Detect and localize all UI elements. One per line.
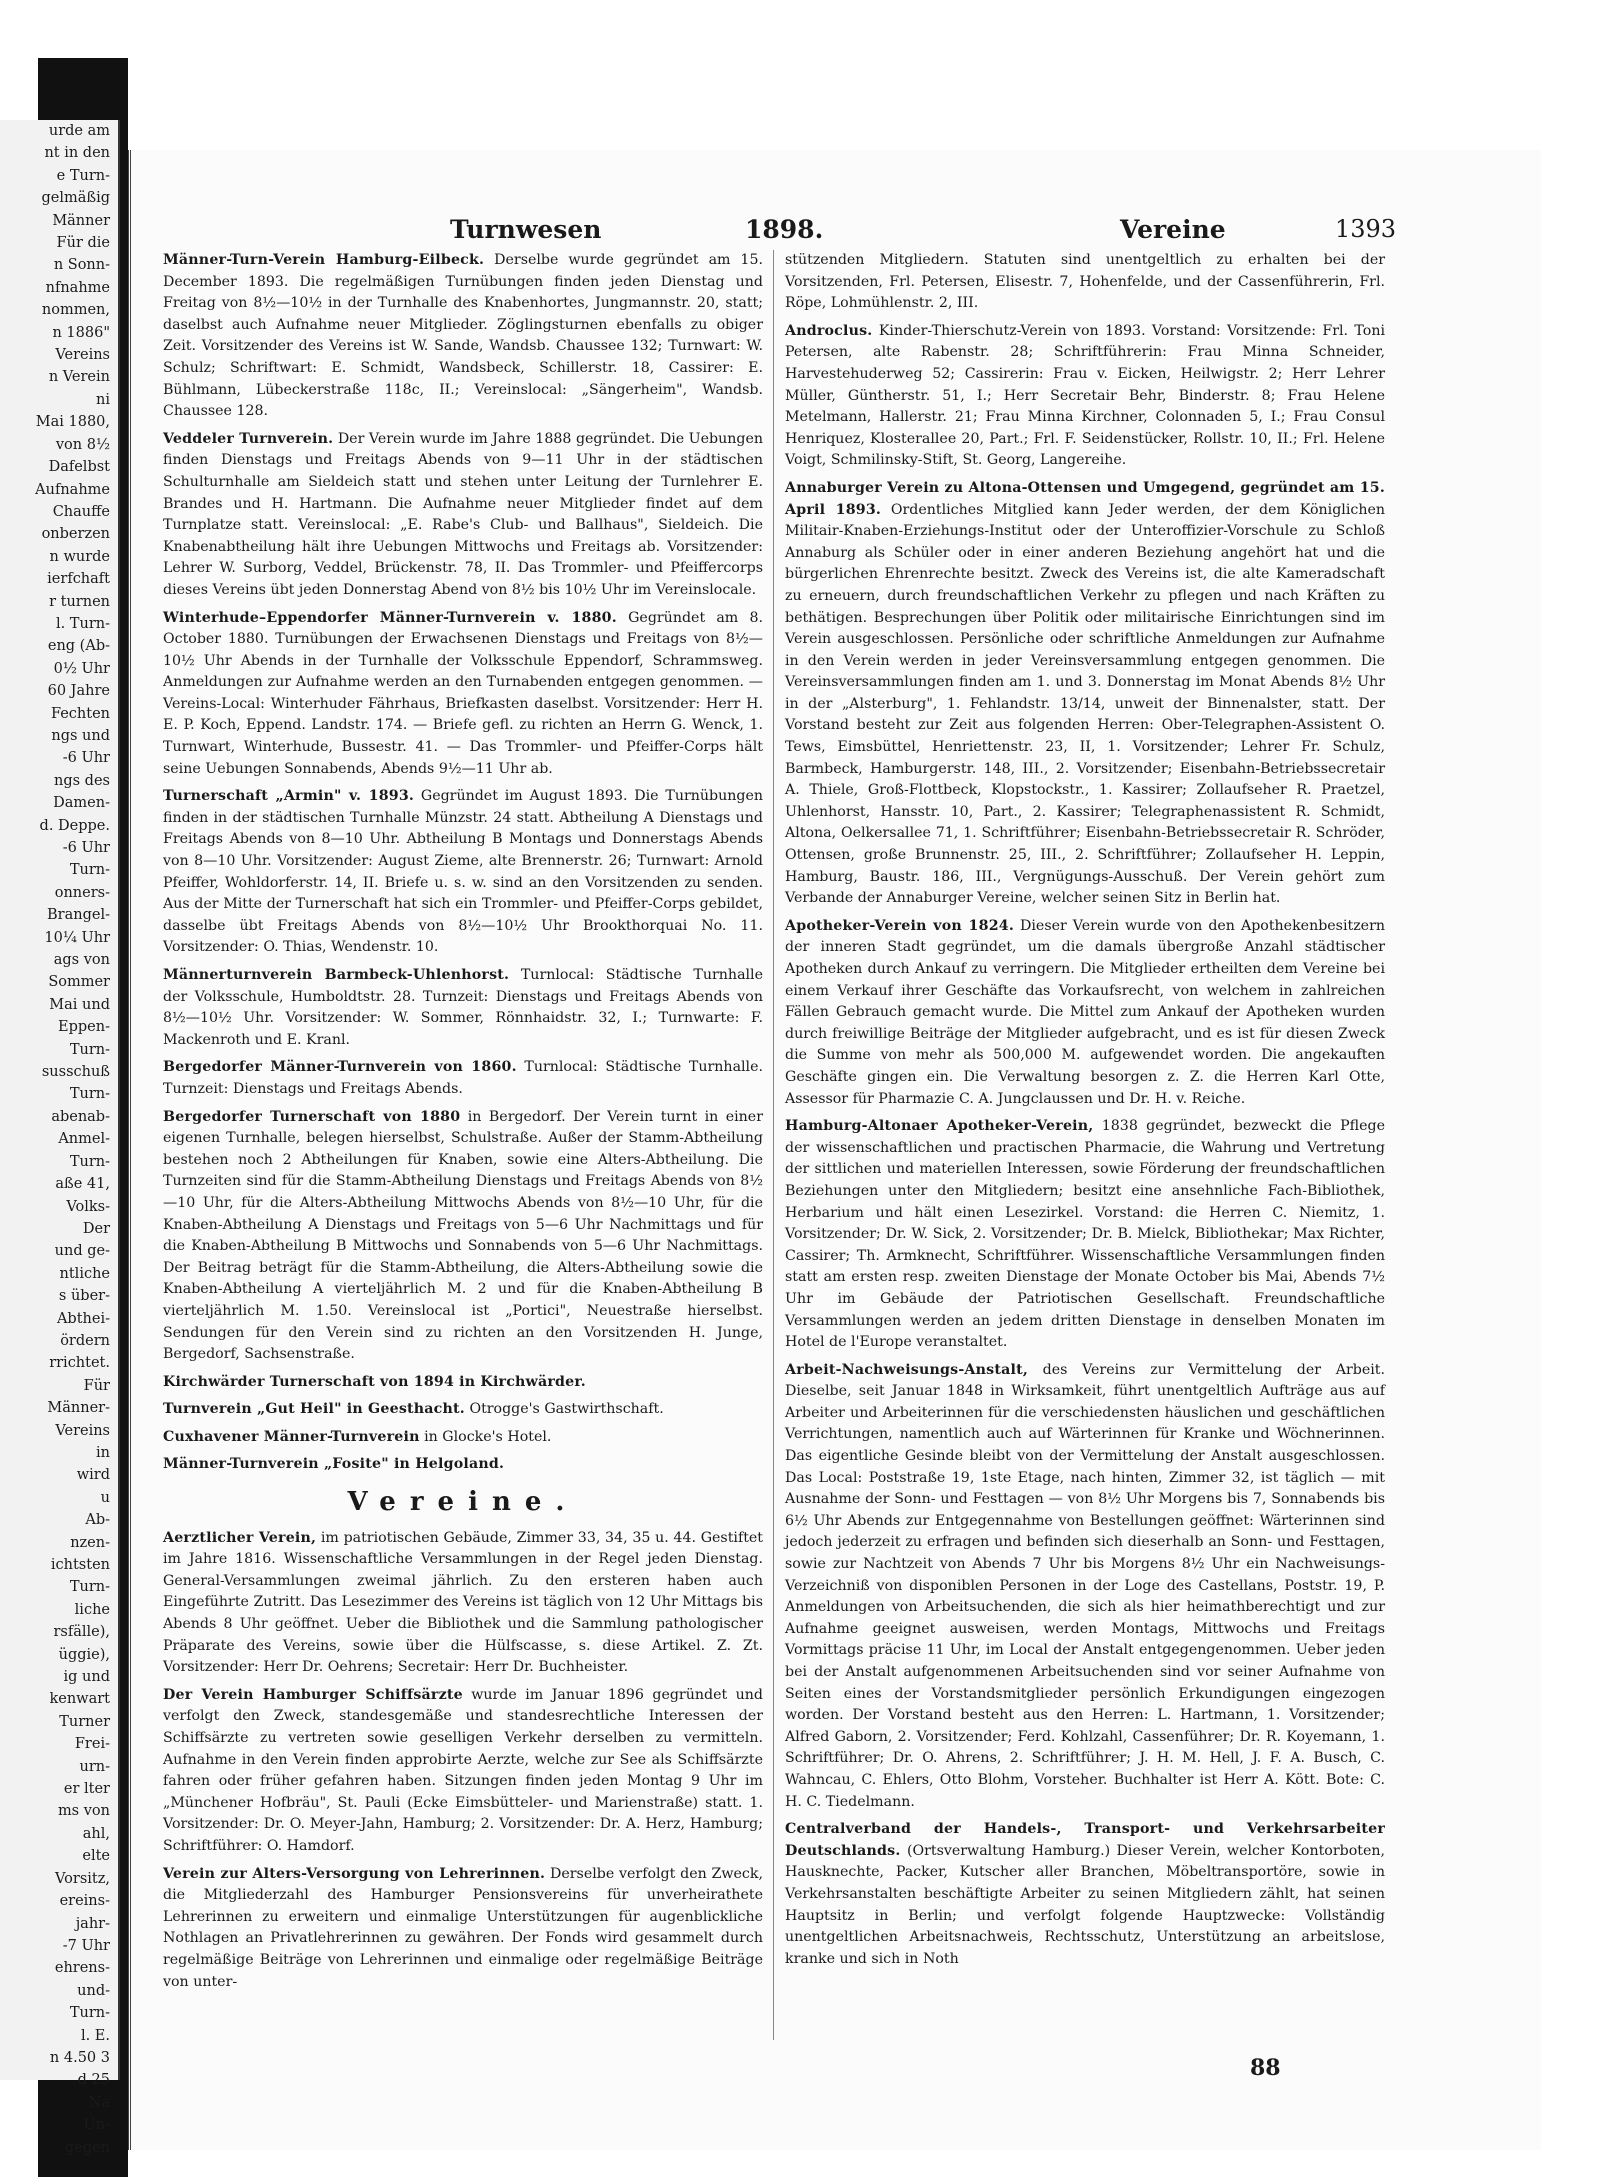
entry (785, 1116, 1385, 1354)
previous-page-fragment: Männer- (47, 1400, 110, 1417)
previous-page-fragment: kenwart (49, 1691, 110, 1708)
previous-page-fragment: -6 Uhr (62, 750, 110, 767)
entry-title: Turnverein „Gut Heil" in Geesthacht. (163, 1401, 465, 1418)
previous-page-fragment: 0½ Uhr (53, 660, 110, 677)
entry-text: Gegründet am 8. October 1880. Turnübungen der Erwachsenen Dienstags und Freitags von 8½—10½ Uhr Abends in der Turnhalle der Volksschule Eppendorf, Schrammsweg. Anmeldungen zur Aufnahme werden an den Turnabenden entgegen genommen. — Vereins-Local: Winterhuder Fährhaus, Briefkasten daselbst. Vorsitzender: Herr H. E. P. Koch, Eppend. Landstr. 174. — Briefe gefl. zu richten an Herrn G. Wenck, 1. Turnwart, Winterhude, Bussestr. 41. — Das Trommler- und Pfeiffer-Corps hält seine Uebungen Sonnabends, Abends 9½—11 Uhr ab. (163, 609, 764, 777)
previous-page-fragment: Turn- (69, 1579, 110, 1596)
previous-page-edge (0, 120, 120, 2156)
entry-text: Turnlocal: Städtische Turnhalle der Volksschule, Humboldtstr. 28. Turnzeit: Dienstags und Freitags Abends von 8½—10½ Uhr. Vorsitzender: W. Sommer, Rönnhaidstr. 32, I.; Turnwarte: F. Mackenroth und E. Kranl. (163, 967, 763, 1048)
previous-page-fragment: ms von (57, 1803, 110, 1820)
entry-title: Annaburger Verein zu Altona-Ottensen und Umgegend, gegründet am 15. April 1893. (785, 479, 1385, 518)
previous-page-fragment: Volks- (66, 1198, 110, 1215)
previous-page-fragment: urn- (79, 1758, 110, 1775)
previous-page-fragment: ngs und (51, 727, 110, 744)
entry (163, 786, 763, 959)
previous-page-fragment: Sommer (48, 974, 110, 991)
entry (163, 1528, 763, 1679)
entry-text: Derselbe verfolgt den Zweck, die Mitgliederzahl des Hamburger Pensionsvereins für unverheirathete Lehrerinnen zu erweitern und einmalige Unterstützungen für augenblickliche Nothlagen an Privatlehrerinnen zu gewähren. Der Fonds wird gesammelt durch regelmäßige Beiträge von Lehrerinnen und einmalige oder regelmäßige Beiträge von unter- (163, 1865, 763, 1990)
previous-page-fragment: Frei- (74, 1736, 110, 1753)
entry-text: 1838 gegründet, bezweckt die Pflege der wissenschaftlichen und practischen Pharmacie, die Wahrung und Vertretung der sittlichen und materiellen Interessen, sowie Förderung der freundschaftlichen Beziehungen unter den Mitgliedern; besitzt eine ansehnliche Fach-Bibliothek, Herbarium und hält einen Lesezirkel. Vorstand: die Herren C. Niemitz, 1. Vorsitzender; Dr. W. Sick, 2. Vorsitzender; Dr. B. Mielck, Bibliothekar; Max Richter, Cassirer; Th. Armknecht, Schriftführer. Wissenschaftliche Versammlungen finden statt am ersten resp. zweiten Dienstage der Monate October bis Mai, Abends 7½ Uhr im Gebäude der Patriotischen Gesellschaft. Freundschaftliche Versammlungen werden an jedem dritten Dienstage in denselben Monaten im Hotel de l'Europe veranstaltet. (785, 1118, 1386, 1351)
entry-text: stützenden Mitgliedern. Statuten sind unentgeltlich zu erhalten bei der Vorsitzenden, Frl. Petersen, Elisestr. 7, Hohenfelde, und der Cassenführerin, Frl. Röpe, Lohmühlenstr. 2, III. (785, 252, 1385, 312)
previous-page-fragment: nfnahme (45, 279, 110, 296)
previous-page-fragment: und- (77, 1982, 110, 1999)
previous-page-fragment: nt in den (44, 145, 110, 162)
entry (163, 1399, 763, 1421)
previous-page-fragment: Vereins (55, 347, 110, 364)
previous-page-fragment: Dafelbst (48, 459, 110, 476)
previous-page-fragment: u (100, 1489, 110, 1506)
entry-title: Bergedorfer Männer-Turnverein von 1860. (163, 1059, 517, 1076)
entry-title: Männer-Turn-Verein Hamburg-Eilbeck. (163, 252, 485, 268)
previous-page-fragment: ördern (60, 1332, 110, 1349)
entry-text: Turnlocal: Städtische Turnhalle. Turnzeit: Dienstags und Freitags Abends. (163, 1059, 764, 1097)
entry (163, 1107, 763, 1366)
previous-page-fragment: in (96, 1444, 110, 1461)
previous-page-fragment: Mai und (49, 996, 110, 1013)
header-section: Turnwesen (450, 215, 602, 244)
entry (163, 965, 763, 1051)
previous-page-fragment: Turner (59, 1713, 110, 1730)
entry (163, 1685, 763, 1858)
previous-page-fragment: Un- (83, 2117, 110, 2134)
entry-title: Hamburg-Altonaer Apotheker-Verein, (785, 1118, 1094, 1135)
previous-page-fragment: Männer (52, 212, 110, 229)
entry (163, 608, 763, 781)
entry-text: Dieser Verein wurde von den Apothekenbesitzern der inneren Stadt gegründet, um die damals übergroße Anzahl städtischer Apotheken durch Ankauf zu verringern. Die Mitglieder ertheilten dem Vereine bei einem Verkauf ihrer Geschäfte das Vorkaufsrecht, von welchem in zahlreichen Fällen Gebrauch gemacht wurde. Die Mittel zum Ankauf der Apotheken wurden durch freiwillige Beiträge der Mitglieder aufgebracht, und es ist für diesen Zweck die Summe von mehr als 500,000 M. aufgewendet worden. Die angekauften Geschäfte gingen ein. Die Verwaltung besorgen z. Z. die Herren Karl Otte, Assessor für Pharmazie C. A. Jungclaussen und Dr. H. v. Reiche. (785, 917, 1385, 1107)
entry-text: Derselbe wurde gegründet am 15. December 1893. Die regelmäßigen Turnübungen finden jeden Dienstag und Freitag von 8½—10½ in der Turnhalle des Knabenhortes, Jungmannstr. 20, statt; daselbst auch Aufnahme neuer Mitglieder. Zöglingsturnen ebenfalls zu obiger Zeit. Vorsitzender des Vereins ist W. Sande, Wandsb. Chaussee 132; Turnwart: W. Schulz; Schriftwart: E. Schmidt, Wandsbeck, Schillerstr. 18, Cassirer: E. Bühlmann, Lübeckerstraße 118c, II.; Vereinslocal: „Sängerheim", Wandsb. Chaussee 128. (163, 252, 763, 420)
previous-page-fragment: nommen, (41, 302, 110, 319)
previous-page-fragment: er lter (63, 1781, 110, 1798)
previous-page-fragment: ntliche (59, 1265, 110, 1282)
entry-text: Der Verein wurde im Jahre 1888 gegründet. Die Uebungen finden Dienstags und Freitags Abends von 9—11 Uhr in der städtischen Schulturnhalle am Sieldeich statt und stehen unter Leitung der Turnlehrer E. Brandes und H. Hartmann. Die Aufnahme neuer Mitglieder findet auf dem Turnplatze statt. Vereinslocal: „E. Rabe's Club- und Ballhaus", Sieldeich. Die Knabenabtheilung hält ihre Uebungen Mittwochs und Freitags ab. Vorsitzender: Lehrer W. Surborg, Veddel, Brückenstr. 78, II. Das Trommler- und Pfeiffercorps dieses Vereins übt jeden Donnerstag Abend von 8½ bis 10½ Uhr im Vereinslocale. (163, 430, 763, 598)
previous-page-fragment: n Sonn- (53, 257, 110, 274)
previous-page-fragment: Na (88, 2094, 110, 2111)
previous-page-fragment: -6 Uhr (62, 840, 110, 856)
entry-title: Kirchwärder Turnerschaft von 1894 in Kirchwärder. (163, 1373, 586, 1390)
entry-title: Apotheker-Verein von 1824. (785, 917, 1014, 934)
previous-page-fragment: 10¼ Uhr (44, 929, 110, 946)
previous-page-fragment: Turn- (69, 1153, 110, 1170)
entry-text: Ordentliches Mitglied kann Jeder werden, der dem Königlichen Militair-Knaben-Erziehungs-Institut oder der Unteroffizier-Vorschule zu Schloß Annaburg als Schüler oder in einer anderen Beziehung angehört hat und die bürgerlichen Ehrenrechte besitzt. Zweck des Vereins ist, die alte Kameradschaft zu erneuern, durch freundschaftlichen Verkehr zu pflegen und nach Kräften zu bethätigen. Besprechungen über Politik oder militairische Einrichtungen sind im Verein ausgeschlossen. Persönliche oder schriftliche Anmeldungen zur Aufnahme in den Verein werden in jeder Vereinsversammlung entgegen genommen. Die Vereinsversammlungen finden am 1. und 3. Donnerstag im Monat Abends 8½ Uhr in der „Alsterburg", 1. Fehlandstr. 13/14, unweit der Binnenalster, statt. Der Vorstand besteht zur Zeit aus folgenden Herren: Ober-Telegraphen-Assistent O. Tews, Eimsbüttel, Henriettenstr. 23, II, 1. Vorsitzender; Lehrer Fr. Schulz, Barmbeck, Hamburgerstr. 148, III., 2. Vorsitzender; Eisenbahn-Betriebssecretair A. Thiele, Groß-Flottbeck, Klopstockstr., 1. Kassirer; Zollaufseher R. Praetzel, Uhlenhorst, Hansstr. 10, Part., 2. Kassirer; Telegraphenassistent R. Schmidt, Altona, Oelkersallee 71, 1. Schriftführer; Eisenbahn-Betriebssecretair R. Schröder, Ottensen, große Brunnenstr. 25, III., 2. Schriftführer; Zollaufseher H. Leppin, Hamburg, Baustr. 186, III., Vergnügungs-Ausschuß. Der Verein gehört zum Verbande der Annaburger Vereine, welcher seinen Sitz in Berlin hat. (785, 501, 1385, 907)
entry-text: Otrogge's Gastwirthschaft. (469, 1401, 664, 1418)
entry-text: Gegründet im August 1893. Die Turnübungen finden in der städtischen Turnhalle Münzstr. 24 statt. Abtheilung A Dienstags und Freitags Abends von 8—10 Uhr. Abtheilung B Montags und Donnerstags Abends von 8—10 Uhr. Vorsitzender: August Zieme, alte Brennerstr. 26; Turnwart: Arnold Pfeiffer, Wohldorferstr. 14, II. Briefe u. s. w. sind an den Vorsitzenden zu senden. Aus der Mitte der Turnerschaft hat sich ein Trommler- und Pfeiffer-Corps gebildet, dasselbe übt Freitags Abends von 8½—10½ Uhr Brookthorquai No. 11. Vorsitzender: O. Thias, Wendenstr. 10. (163, 788, 763, 956)
previous-page-fragment: rsfälle), (53, 1624, 110, 1641)
right-column (785, 250, 1385, 2070)
previous-page-fragment: l. Turn- (55, 615, 110, 632)
previous-page-fragment: r turnen (49, 593, 110, 610)
entry (785, 321, 1385, 472)
previous-page-fragment: e Turn- (56, 167, 110, 184)
previous-page-fragment: 60 Jahre (47, 683, 110, 700)
entry-title: Androclus. (785, 322, 873, 339)
previous-page-fragment: ig und (63, 1669, 110, 1686)
previous-page-fragment: gelmäßig (41, 190, 110, 207)
entry-text: wurde im Januar 1896 gegründet und verfolgt den Zweck, standesgemäße und standesrechtliche Interessen der Schiffsärzte zu vertreten sowie geselligen Verkehr derselben zu vermitteln. Aufnahme in den Verein finden approbirte Aerzte, welche zur See als Schiffsärzte fahren oder früher gefahren haben. Sitzungen finden jeden Montag 9 Uhr im „Münchener Hofbräu", St. Pauli (Ecke Eimsbütteler- und Marienstraße) statt. 1. Vorsitzender: Dr. O. Meyer-Jahn, Hamburg; 2. Vorsitzender: Dr. A. Herz, Hamburg; Schriftführer: O. Hamdorf. (163, 1686, 763, 1854)
entry (163, 250, 763, 423)
previous-page-fragment: Abthei- (56, 1310, 110, 1327)
previous-page-fragment: Brangel- (47, 907, 110, 924)
entry-title: Cuxhavener Männer-Turnverein (163, 1428, 420, 1445)
previous-page-fragment: urde am (48, 123, 110, 139)
entry-title: Männer-Turnverein „Fosite" in Helgoland. (163, 1456, 505, 1473)
previous-page-fragment: nzen- (70, 1534, 110, 1551)
entry-title: Winterhude–Eppendorfer Männer-Turnverein v. 1880. (163, 609, 617, 626)
previous-page-fragment: ags von (53, 952, 110, 969)
entry (163, 1864, 763, 1994)
previous-page-fragment: ereins- (59, 1893, 110, 1910)
entry (785, 478, 1385, 910)
previous-page-fragment: onners- (54, 884, 110, 901)
previous-page-fragment: ni (96, 391, 110, 408)
previous-page-fragment: Aufnahme (35, 481, 110, 498)
entry (785, 1360, 1385, 1813)
previous-page-fragment: abenab- (51, 1108, 110, 1125)
previous-page-fragment: ehrens- (54, 1960, 110, 1977)
entry (163, 429, 763, 602)
entry-title: Aerztlicher Verein, (163, 1529, 317, 1546)
previous-page-fragment: ierfchaft (47, 571, 110, 588)
previous-page-fragment: wird (76, 1467, 110, 1484)
previous-page-fragment: und ge- (54, 1243, 110, 1260)
previous-page-fragment: von 8½ (55, 436, 110, 453)
previous-page-fragment: n Verein (48, 369, 110, 386)
previous-page-fragment: Turn- (69, 1041, 110, 1058)
previous-page-fragment: Damen- (53, 795, 110, 812)
previous-page-fragment: susschuß (41, 1064, 110, 1081)
entry-text: in Bergedorf. Der Verein turnt in einer eigenen Turnhalle, belegen hierselbst, Schulstraße. Außer der Stamm-Abtheilung bestehen noch 2 Abtheilungen für Knaben, sowie eine Alters-Abtheilung. Die Turnzeiten sind für die Stamm-Abtheilung Dienstags und Freitags Abends von 8½—10 Uhr, für die Alters-Abtheilung Mittwochs Abends von 8½—10 Uhr, für die Knaben-Abtheilung A Dienstags und Freitags von 5—6 Uhr Nachmittags und für die Knaben-Abtheilung B Mittwochs und Sonnabends von 5—6 Uhr Nachmittags. Der Beitrag beträgt für die Stamm-Abtheilung, die Alters-Abtheilung sowie die Knaben-Abtheilung A vierteljährlich M. 2 und für die Knaben-Abtheilung B vierteljährlich M. 1.50. Vereinslocal ist „Portici", Neuestraße hierselbst. Sendungen für den Verein sind zu richten an den Vorsitzenden H. Junge, Bergedorf, Sachsenstraße. (163, 1108, 763, 1363)
entry-title: Centralverband der Handels-, Transport- und Verkehrsarbeiter Deutschlands. (785, 1821, 1385, 1859)
page-number: 1393 (1335, 215, 1397, 243)
entry-title: Arbeit-Nachweisungs-Anstalt, (785, 1361, 1028, 1378)
previous-page-fragment: Turn- (69, 862, 110, 879)
previous-page-fragment: Chauffe (52, 503, 110, 520)
previous-page-fragment: n wurde (49, 548, 110, 565)
previous-page-fragment: Für (83, 1377, 110, 1394)
previous-page-fragment: aße 41, (55, 1176, 110, 1193)
header-year: 1898. (745, 215, 824, 244)
previous-page-fragment: Fechten (50, 705, 110, 722)
entry-title: Der Verein Hamburger Schiffsärzte (163, 1686, 463, 1703)
previous-page-fragment: d 25 (77, 2072, 110, 2089)
entry-title: Veddeler Turnverein. (163, 430, 334, 447)
previous-page-fragment: n 1886" (52, 324, 110, 341)
previous-page-fragment: Turn- (69, 1086, 110, 1103)
previous-page-fragment: rrichtet. (49, 1355, 110, 1372)
previous-page-fragment: Mai 1880, (35, 414, 110, 431)
previous-page-fragment: jahr- (75, 1915, 110, 1932)
previous-page-fragment: Anmel- (58, 1131, 110, 1148)
entry (163, 1372, 763, 1394)
previous-page-fragment: gegen (64, 2139, 110, 2156)
previous-page-fragment: d. Deppe. (39, 817, 110, 834)
previous-page-fragment: onberzen (41, 526, 110, 543)
previous-page-fragment: Ab- (85, 1512, 110, 1529)
entry-title: Männerturnverein Barmbeck-Uhlenhorst. (163, 967, 510, 983)
entry-title: Verein zur Alters-Versorgung von Lehrerinnen. (163, 1865, 546, 1882)
entry (785, 250, 1385, 315)
previous-page-fragment: n 4.50 3 (49, 2049, 110, 2066)
entry (163, 1427, 763, 1449)
entry-text: in Glocke's Hotel. (424, 1428, 552, 1445)
entry (163, 1454, 763, 1476)
entry-title: Bergedorfer Turnerschaft von 1880 (163, 1108, 461, 1125)
entry-text: des Vereins zur Vermittelung der Arbeit. Dieselbe, seit Januar 1848 in Wirksamkeit, führt unentgeltlich Aufträge aus auf Arbeiter und Arbeiterinnen für die verschiedensten häuslichen und geschäftlichen Verrichtungen, namentlich auch auf Wärterinnen für Kranke und Wöchnerinnen. Das eigentliche Gesinde bleibt von der Vermittelung der Anstalt ausgeschlossen. Das Local: Poststraße 19, 1ste Etage, nach hinten, Zimmer 32, ist täglich — mit Ausnahme der Sonn- und Festtagen — von 8½ Uhr Morgens bis 7, Sonnabends bis 6½ Uhr Abends zur Entgegennahme von Bestellungen geöffnet: Wärterinnen sind jedoch jederzeit zu erfragen und befinden sich dieserhalb an Sonn- und Festtagen, sowie zur Nachtzeit von Abends 7 Uhr bis Morgens 8½ Uhr ein Nachweisungs-Verzeichniß von disponiblen Personen in der Loge des Castellans, Poststr. 19, P. Anmeldungen von Arbeitsuchenden, die sich als hier heimathberechtigt und zur Aufnahme geeignet ausweisen, werden Montags, Mittwochs und Freitags Vormittags präcise 11 Uhr, im Local der Anstalt entgegengenommen. Ueber jeden bei der Anstalt aufgenommenen Arbeitsuchenden sind vor seiner Aufnahme von Seiten eines der Vorstandsmitglieder persönlich Erkundigungen eingezogen worden. Der Vorstand besteht aus den Herren: L. Hartmann, 1. Vorsitzender; Alfred Gaborn, 2. Vorsitzender; Ferd. Kohlzahl, Cassenführer; Dr. R. Koyemann, 1. Schriftführer; Dr. O. Ahrens, 2. Schriftführer; J. H. M. Hell, J. F. A. Busch, C. Wahncau, C. Ehlers, Otto Blohm, Vorsteher. Buchhalter ist Herr A. Kött. Bote: C. H. C. Tiedelmann. (785, 1361, 1385, 1810)
header-category: Vereine (1120, 215, 1226, 244)
previous-page-fragment: Vorsitz, (55, 1870, 110, 1887)
previous-page-fragment: ichtsten (50, 1557, 110, 1573)
previous-page-fragment: -7 Uhr (62, 1937, 110, 1954)
previous-page-fragment: Der (82, 1220, 110, 1237)
entry (785, 916, 1385, 1110)
previous-page-fragment: Eppen- (58, 1019, 110, 1036)
previous-page-fragment: eng (Ab- (47, 638, 110, 655)
previous-page-fragment: l. E. (80, 2027, 110, 2044)
previous-page-fragment: Turn- (69, 2005, 110, 2022)
signature-number: 88 (1250, 2055, 1281, 2081)
previous-page-fragment: Für die (56, 235, 110, 252)
previous-page-fragment: üggie), (58, 1646, 110, 1663)
left-column (163, 250, 763, 2070)
entry (163, 1057, 763, 1100)
previous-page-fragment: Vereins (55, 1422, 110, 1439)
column-divider (773, 250, 774, 2040)
entry-text: Kinder-Thierschutz-Verein von 1893. Vorstand: Vorsitzende: Frl. Toni Petersen, alte Rabenstr. 28; Schriftführerin: Frau Minna Schneider, Harvestehuderweg 52; Cassirerin: Frau v. Eicken, Heilwigstr. 2; Herr Lehrer Müller, Güntherstr. 51, I.; Herr Secretair Behr, Binderstr. 8; Frau Helene Metelmann, Hallerstr. 21; Frau Minna Kirchner, Colonnaden 5, I.; Frau Consul Henriquez, Klosterallee 20, Part.; Frl. F. Seidenstücker, Rollstr. 10, II.; Frl. Helene Voigt, Schmilinsky-Stift, St. Georg, Langereihe. (785, 322, 1385, 469)
entry (785, 1819, 1385, 1970)
previous-page-fragment: ngs des (54, 772, 110, 789)
previous-page-fragment: ahl, (82, 1825, 110, 1842)
entry-text: (Ortsverwaltung Hamburg.) Dieser Verein, welcher Kontorboten, Hausknechte, Packer, Kutscher aller Branchen, Möbeltransportöre, sowie in Verkehrsanstalten beschäftigte Arbeiter zu seinen Mitgliedern zählt, hat seinen Hauptsitz in Berlin; und verfolgt folgende Hauptzwecke: Vollständig unentgeltlichen Arbeitsnachweis, Rechtsschutz, Unterstützung an arbeitslose, kranke und sich in Noth (785, 1842, 1385, 1967)
entry-title: Turnerschaft „Armin" v. 1893. (163, 788, 415, 805)
entry-text: im patriotischen Gebäude, Zimmer 33, 34, 35 u. 44. Gestiftet im Jahre 1816. Wissenschaftliche Versammlungen in der Regel jeden Dienstag. General-Versammlungen zweimal jährlich. Zu den ersteren haben auch Eingeführte Zutritt. Das Lesezimmer des Vereins ist täglich von 12 Uhr Mittags bis Abends 8 Uhr geöffnet. Ueber die Bibliothek und die Sammlung pathologischer Präparate des Vereins, sowie über die Hülfscasse, s. diese Artikel. Z. Zt. Vorsitzender: Herr Dr. Oehrens; Secretair: Herr Dr. Buchheister. (163, 1529, 763, 1676)
running-header (180, 215, 1420, 247)
section-title: Vereine. (347, 1487, 579, 1518)
previous-page-fragment: elte (82, 1848, 110, 1865)
previous-page-fragment: liche (74, 1601, 110, 1618)
previous-page-fragment: s über- (58, 1288, 110, 1305)
